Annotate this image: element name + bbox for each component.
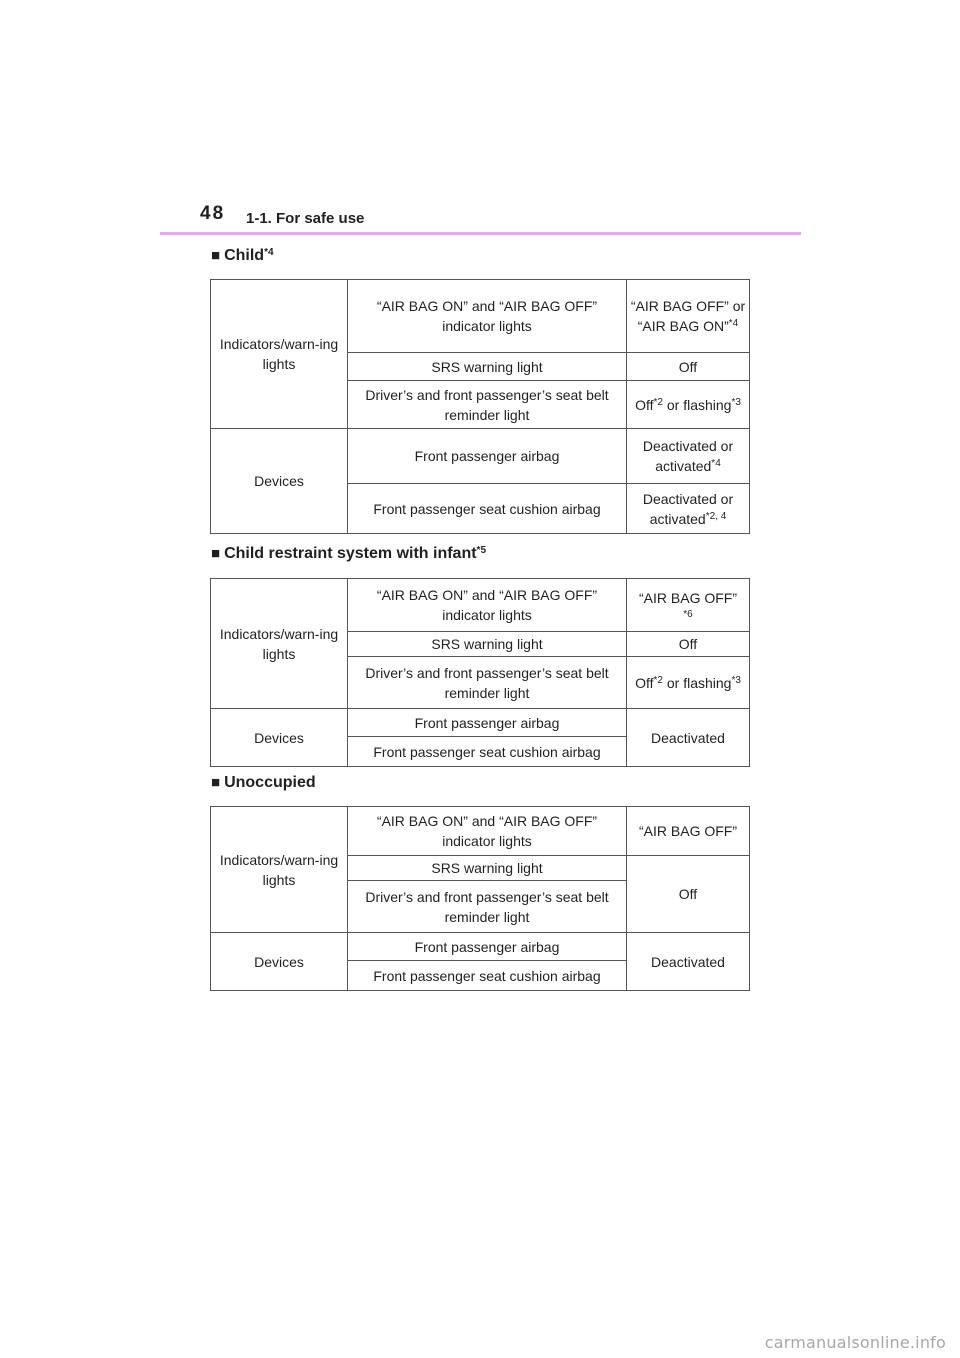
seat-belt-label: Driver’s and front passenger’s seat belt reminder light <box>348 657 627 709</box>
front-airbag-value: Deactivated or activated$^{*4}$ <box>627 429 750 484</box>
devices-value: Deactivated <box>627 709 750 767</box>
srs-value: Off <box>627 353 750 381</box>
seat-belt-value: Off$^{*2}$ or flashing$^{*3}$ <box>627 381 750 429</box>
cushion-airbag-label: Front passenger seat cushion airbag <box>348 961 627 991</box>
square-bullet-icon: ■ <box>211 545 221 562</box>
lights-value: Off <box>627 856 750 933</box>
devices-label: Devices <box>211 429 348 534</box>
airbag-indicator-value: “AIR BAG OFF” <box>627 807 750 856</box>
section-title: 1-1. For safe use <box>246 210 365 227</box>
airbag-indicator-value: “AIR BAG OFF” *6 <box>627 579 750 632</box>
seat-belt-value: Off$^{*2}$ or flashing$^{*3}$ <box>627 657 750 709</box>
airbag-indicator-value: “AIR BAG OFF” or “AIR BAG ON”$^{*4}$ <box>627 280 750 353</box>
table-child <box>210 279 750 534</box>
srs-value: Off <box>627 632 750 657</box>
devices-label: Devices <box>211 933 348 991</box>
devices-label: Devices <box>211 709 348 767</box>
indicators-label: Indicators/warn-ing lights <box>211 579 348 709</box>
srs-label: SRS warning light <box>348 856 627 881</box>
header-rule <box>160 232 801 235</box>
airbag-indicator-label: “AIR BAG ON” and “AIR BAG OFF” indicator lights <box>348 280 627 353</box>
cushion-airbag-value: Deactivated or activated$^{*2, 4}$ <box>627 484 750 534</box>
devices-value: Deactivated <box>627 933 750 991</box>
table-infant <box>210 578 750 767</box>
srs-label: SRS warning light <box>348 632 627 657</box>
seat-belt-label: Driver’s and front passenger’s seat belt reminder light <box>348 381 627 429</box>
table-unoccupied <box>210 806 750 991</box>
page-number: 48 <box>200 203 226 224</box>
indicators-label: Indicators/warn-ing lights <box>211 807 348 933</box>
watermark-link[interactable]: carmanualsonline.info <box>764 1333 946 1352</box>
srs-label: SRS warning light <box>348 353 627 381</box>
heading-infant: ■ Child restraint system with infant$^{*5}$ <box>211 545 486 562</box>
square-bullet-icon: ■ <box>211 774 221 791</box>
indicators-label: Indicators/warn-ing lights <box>211 280 348 429</box>
heading-unoccupied: ■ Unoccupied <box>211 774 316 791</box>
seat-belt-label: Driver’s and front passenger’s seat belt reminder light <box>348 881 627 933</box>
airbag-indicator-label: “AIR BAG ON” and “AIR BAG OFF” indicator lights <box>348 807 627 856</box>
cushion-airbag-label: Front passenger seat cushion airbag <box>348 737 627 767</box>
front-airbag-label: Front passenger airbag <box>348 429 627 484</box>
front-airbag-label: Front passenger airbag <box>348 709 627 737</box>
front-airbag-label: Front passenger airbag <box>348 933 627 961</box>
heading-child: ■ Child$^{*4}$ <box>211 247 274 264</box>
square-bullet-icon: ■ <box>211 247 221 264</box>
cushion-airbag-label: Front passenger seat cushion airbag <box>348 484 627 534</box>
airbag-indicator-label: “AIR BAG ON” and “AIR BAG OFF” indicator lights <box>348 579 627 632</box>
